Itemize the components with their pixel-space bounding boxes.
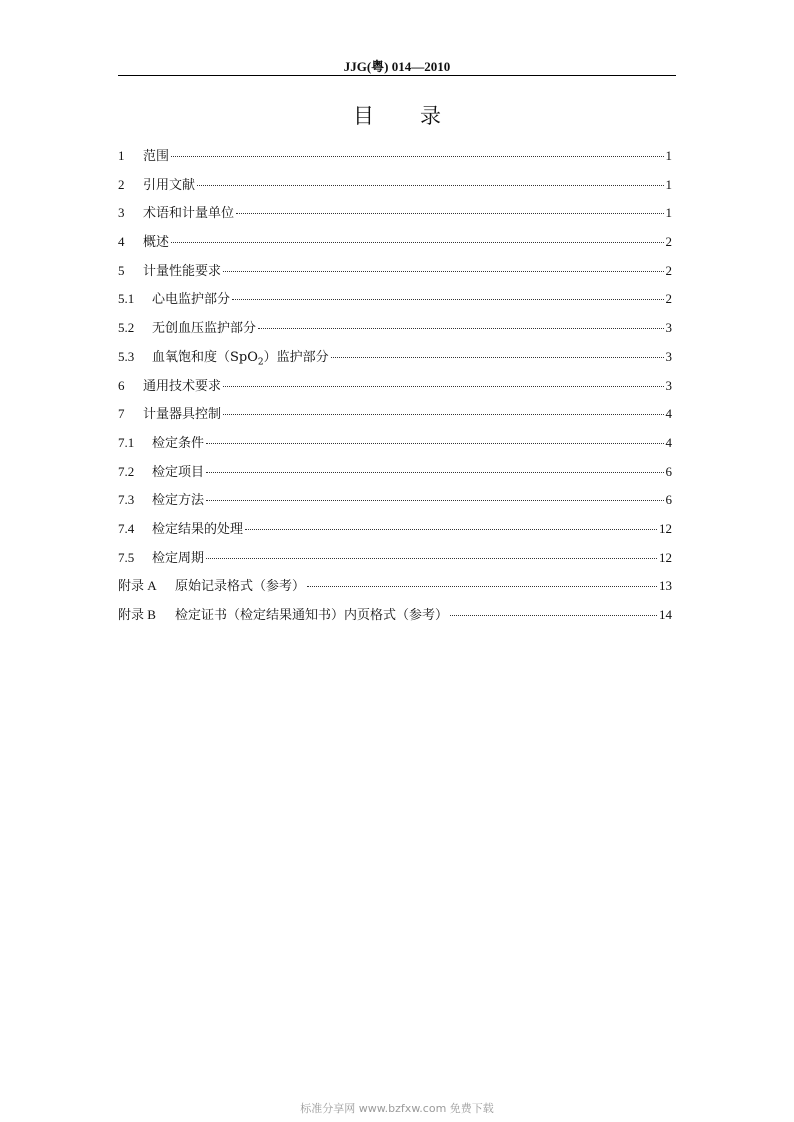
dot-leader	[232, 299, 663, 300]
toc-entry-number: 附录 B	[118, 607, 156, 622]
toc-entry-title: 检定结果的处理	[152, 521, 244, 537]
toc-entry-page: 12	[659, 549, 672, 565]
toc-entry-1[interactable]	[118, 147, 672, 176]
toc-entry-number: 7.3	[118, 492, 135, 508]
dot-leader	[206, 443, 663, 444]
toc-entry-5-2[interactable]	[118, 319, 672, 348]
toc-entry-title: 无创血压监护部分	[152, 321, 257, 337]
toc-entry-title: 检定周期	[152, 550, 205, 566]
toc-entry-7[interactable]	[118, 405, 672, 434]
dot-leader	[206, 558, 657, 559]
toc-entry-title: 检定证书（检定结果通知书）内页格式（参考）	[175, 608, 449, 623]
toc-entry-number: 5.1	[118, 291, 135, 307]
toc-entry-page: 3	[665, 348, 672, 364]
toc-entry-number: 2	[118, 176, 125, 192]
toc-entry-number: 6	[118, 377, 125, 393]
toc-entry-2[interactable]	[118, 176, 672, 205]
dot-leader	[223, 271, 663, 272]
toc-entry-number: 4	[118, 234, 125, 250]
dot-leader	[331, 357, 664, 358]
toc-entry-page: 2	[665, 291, 672, 307]
subscript-two: 2	[257, 357, 264, 368]
toc-entry-7-2[interactable]	[118, 463, 672, 492]
toc-entry-5[interactable]	[118, 262, 672, 291]
dot-leader	[171, 156, 663, 157]
toc-entry-page: 3	[665, 320, 672, 336]
dot-leader	[245, 529, 657, 530]
toc-entry-7-3[interactable]	[118, 491, 672, 520]
toc-entry-page: 12	[659, 520, 672, 536]
toc-entry-6[interactable]	[118, 377, 672, 406]
toc-entry-page: 6	[665, 492, 672, 508]
toc-entry-title: 术语和计量单位	[143, 206, 235, 222]
toc-entry-title: 计量性能要求	[143, 263, 222, 279]
toc-entry-page: 2	[665, 234, 672, 250]
toc-entry-number: 7	[118, 406, 125, 422]
toc-entry-number: 5	[118, 262, 125, 278]
toc-entry-title: 概述	[143, 235, 170, 251]
page-title: 目录	[353, 104, 487, 128]
toc-entry-number: 7.2	[118, 463, 135, 479]
toc-entry-7-5[interactable]	[118, 549, 672, 578]
dot-leader	[171, 242, 663, 243]
toc-entry-7-1[interactable]	[118, 434, 672, 463]
toc-entry-4[interactable]	[118, 233, 672, 262]
toc-entry-appendix-a[interactable]	[118, 577, 672, 606]
toc-entry-5-3[interactable]	[118, 348, 672, 377]
toc-entry-page: 1	[665, 176, 672, 192]
toc-entry-title: 检定条件	[152, 435, 205, 451]
dot-leader	[206, 500, 663, 501]
toc-entry-7-4[interactable]	[118, 520, 672, 549]
toc-entry-title: 检定方法	[152, 493, 205, 509]
toc-entry-title: 计量器具控制	[143, 407, 222, 423]
toc-entry-title	[152, 349, 329, 367]
toc-entry-number: 5.2	[118, 320, 135, 336]
standard-code-header: JJG(粤) 014—2010	[343, 59, 451, 74]
toc-entry-page: 13	[659, 578, 672, 594]
dot-leader	[206, 472, 663, 473]
toc-entry-3[interactable]	[118, 204, 672, 233]
toc-entry-page: 4	[665, 434, 672, 450]
toc-entry-page: 3	[665, 377, 672, 393]
toc-entry-title: 心电监护部分	[152, 292, 231, 308]
dot-leader	[197, 185, 663, 186]
toc-entry-number: 7.1	[118, 434, 135, 450]
toc-entry-number: 5.3	[118, 348, 135, 364]
toc-entry-page: 6	[665, 463, 672, 479]
dot-leader	[236, 213, 663, 214]
toc-entry-page: 1	[665, 148, 672, 163]
dot-leader	[223, 414, 663, 415]
toc-entry-title: 引用文献	[143, 177, 196, 193]
toc-entry-title: 通用技术要求	[143, 378, 222, 394]
dot-leader	[307, 586, 657, 587]
toc-entry-title: 检定项目	[152, 464, 205, 480]
toc-entry-number: 1	[118, 148, 125, 163]
toc-entry-number: 7.5	[118, 549, 135, 565]
toc-entry-page: 14	[659, 607, 672, 622]
toc-entry-page: 4	[665, 406, 672, 422]
toc-entry-5-1[interactable]	[118, 290, 672, 319]
toc-entry-title: 原始记录格式（参考）	[175, 579, 306, 595]
toc-title-part: ）监护部分	[263, 349, 329, 365]
toc-entry-appendix-b[interactable]	[118, 606, 672, 635]
dot-leader	[450, 615, 657, 616]
toc-entry-number: 3	[118, 205, 125, 221]
toc-entry-title: 范围	[143, 149, 170, 164]
header-divider	[118, 75, 676, 76]
toc-entry-number: 附录 A	[118, 578, 157, 594]
table-of-contents	[118, 147, 672, 635]
toc-entry-page: 1	[665, 205, 672, 221]
dot-leader	[258, 328, 663, 329]
dot-leader	[223, 386, 663, 387]
watermark-footer: 标准分享网 www.bzfxw.com 免费下载	[300, 1102, 494, 1115]
toc-entry-page: 2	[665, 262, 672, 278]
toc-entry-number: 7.4	[118, 520, 135, 536]
toc-title-part: 血氧饱和度（SpO	[152, 349, 258, 365]
